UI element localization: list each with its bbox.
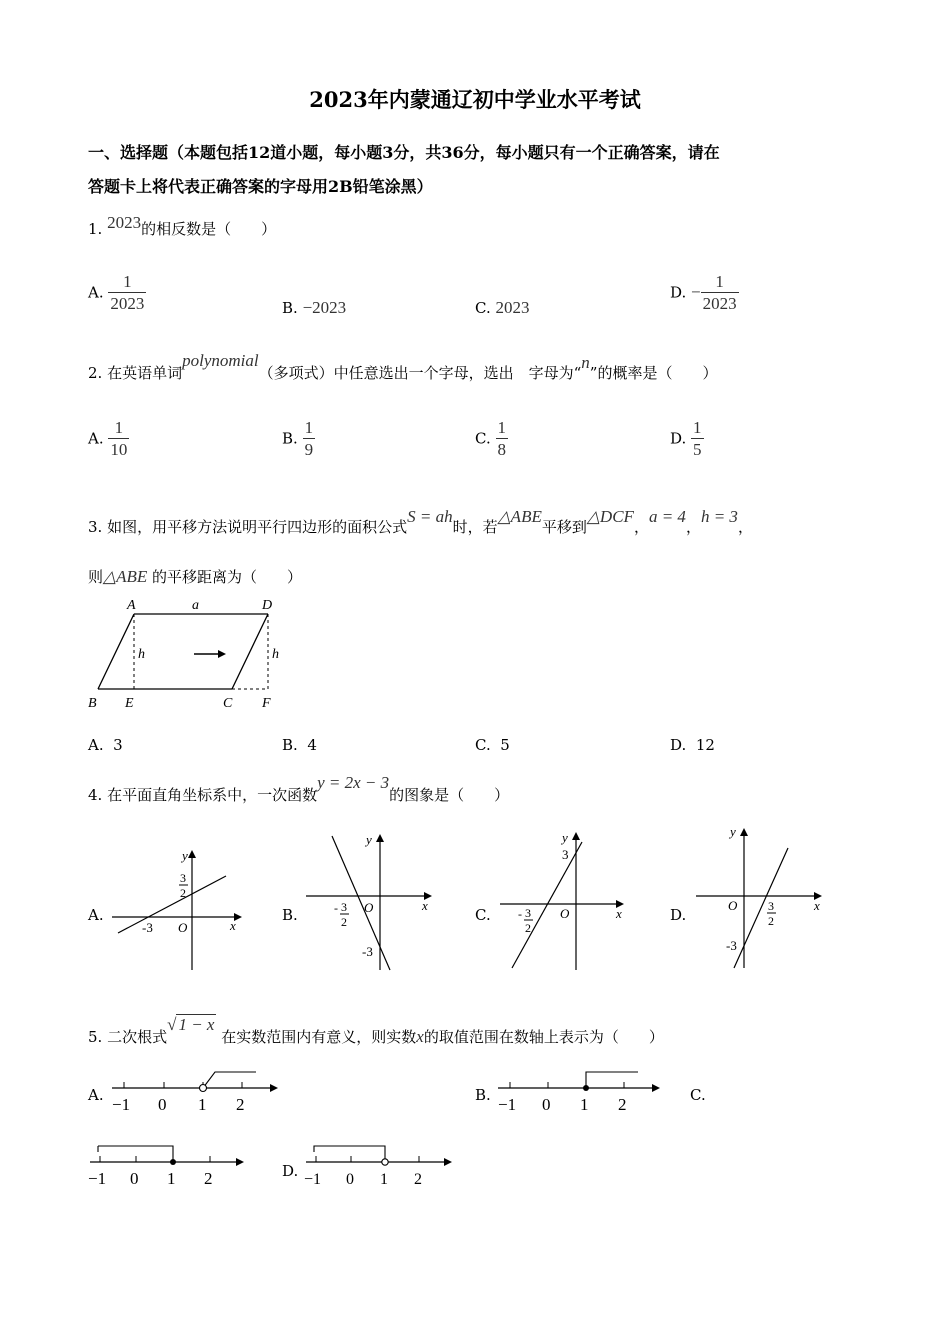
q3-text3: 平移到: [541, 518, 587, 536]
origin-label: O: [728, 898, 738, 913]
y-arrow-icon: [188, 850, 196, 858]
q2-option-d-label: D.: [670, 429, 687, 448]
q3-option-a[interactable]: [88, 736, 123, 754]
tick-three: 3: [562, 847, 569, 862]
tick-frac-num: 3: [180, 871, 186, 885]
q2-text1: 在英语单词: [107, 364, 183, 382]
fraction-num: 1: [123, 272, 132, 291]
question-3: [88, 507, 753, 537]
q2-word: polynomial: [182, 351, 259, 370]
q4-func: y = 2x − 3: [317, 773, 390, 792]
question-2: [88, 351, 718, 383]
label-e: E: [125, 696, 134, 711]
q3-formula: S = ah: [407, 507, 453, 526]
x-label: x: [422, 898, 428, 913]
y-label: y: [730, 824, 736, 839]
tick-neg3: -3: [362, 944, 373, 959]
tick-neg-sign: -: [334, 901, 338, 915]
q4-option-a-label[interactable]: A.: [88, 906, 104, 924]
q3-option-b-value: 4: [307, 736, 317, 754]
q4-option-d-label[interactable]: D.: [670, 906, 687, 924]
fraction-den: 2023: [110, 294, 145, 313]
label-a: A: [127, 598, 136, 613]
question-3-line2: [88, 566, 302, 587]
fraction-num: 1: [114, 418, 124, 437]
q4-graph-b[interactable]: [300, 828, 440, 974]
q1-option-a-label: A.: [88, 283, 104, 302]
q1-option-c-value: 2023: [495, 298, 530, 317]
tick-2: 2: [618, 1095, 627, 1114]
fraction-num: 1: [497, 418, 506, 437]
q5-numberline-d[interactable]: [302, 1142, 462, 1192]
section-heading-line1: 一、选择题（本题包括12道小题，每小题3分，共36分，每小题只有一个正确答案，请在: [88, 143, 720, 162]
tick-neg3: -3: [142, 920, 153, 935]
question-4: [88, 773, 510, 805]
q5-option-d-label[interactable]: D.: [282, 1162, 299, 1180]
range-bracket: [314, 1146, 385, 1159]
q3-option-d[interactable]: [670, 736, 715, 754]
q2-option-b-label: B.: [282, 429, 298, 448]
q1-option-d[interactable]: [670, 272, 739, 315]
tick-neg1: −1: [498, 1095, 517, 1114]
q3-h-value: h = 3: [700, 507, 738, 526]
q4-number: 4.: [88, 786, 103, 804]
q4-text2: 的图象是（ ）: [389, 786, 510, 804]
fraction-den: 2023: [702, 294, 737, 313]
closed-point: [583, 1085, 589, 1091]
tick-frac-den: 2: [341, 915, 347, 929]
q5-text1: 二次根式: [107, 1028, 168, 1046]
origin-label: O: [560, 906, 570, 921]
label-d: D: [262, 598, 273, 613]
q3-comma2: ，: [685, 518, 701, 536]
q1-option-c[interactable]: [475, 298, 530, 318]
exam-title: 2023年内蒙通辽初中学业水平考试: [309, 87, 641, 112]
q5-option-a-label[interactable]: A.: [88, 1086, 104, 1104]
q5-option-c-label[interactable]: C.: [690, 1086, 706, 1104]
tick-1: 1: [580, 1095, 589, 1114]
q2-text3: ”的概率是（ ）: [589, 364, 718, 382]
tick-neg1: −1: [304, 1171, 322, 1188]
q3-text1: 如图，用平移方法说明平行四边形的面积公式: [107, 518, 408, 536]
q5-number: 5.: [88, 1028, 103, 1046]
q1-option-c-label: C.: [475, 299, 491, 317]
label-a-side: a: [192, 598, 199, 613]
q3-number: 3.: [88, 518, 103, 536]
tick-1: 1: [380, 1171, 388, 1188]
q3-comma1: ，: [633, 518, 649, 536]
tick-neg1: −1: [88, 1169, 107, 1188]
tick-frac-den: 2: [768, 914, 774, 928]
graph-line: [512, 842, 582, 968]
q3-option-c[interactable]: [475, 736, 510, 754]
closed-point: [170, 1159, 176, 1165]
q2-letter: n: [581, 353, 590, 372]
q3-a-value: a = 4: [648, 507, 686, 526]
fraction-den: 9: [304, 440, 314, 459]
tick-0: 0: [158, 1095, 167, 1114]
label-b: B: [88, 696, 97, 711]
label-h-right: h: [272, 647, 279, 662]
q2-option-c-fraction: [496, 418, 509, 461]
q1-option-b[interactable]: [282, 298, 346, 318]
tick-neg1: −1: [112, 1095, 131, 1114]
tick-0: 0: [542, 1095, 551, 1114]
y-label: y: [366, 832, 372, 847]
q1-text: 的相反数是（ ）: [141, 220, 277, 238]
origin-label: O: [364, 900, 374, 915]
axis-arrow-icon: [444, 1158, 452, 1166]
origin-label: O: [178, 920, 188, 935]
q4-graph-d[interactable]: [690, 822, 830, 972]
q5-radicand: 1 − x: [178, 1015, 215, 1034]
edge-dc: [232, 614, 268, 689]
q4-graph-c[interactable]: [494, 828, 634, 974]
q1-option-d-sign: −: [691, 282, 701, 302]
tick-2: 2: [236, 1095, 245, 1114]
tick-frac-num: 3: [768, 899, 774, 913]
q5-option-b-label[interactable]: B.: [475, 1086, 491, 1104]
q5-var: x: [416, 1027, 424, 1046]
q3-option-b[interactable]: [282, 736, 317, 754]
section-heading: [88, 136, 878, 204]
q3-line2-tri: △ABE: [103, 567, 148, 586]
q3-option-b-label: B.: [282, 736, 298, 754]
q5-text3: 的取值范围在数轴上表示为（ ）: [423, 1028, 664, 1046]
axis-arrow-icon: [236, 1158, 244, 1166]
y-label: y: [562, 830, 568, 845]
tick-0: 0: [130, 1169, 139, 1188]
y-arrow-icon: [572, 832, 580, 840]
q1-option-d-label: D.: [670, 283, 687, 302]
q3-comma3: ，: [737, 518, 753, 536]
tick-frac-den: 2: [180, 886, 186, 900]
q3-text2: 时，若: [452, 518, 498, 536]
fraction-den: 8: [497, 440, 506, 459]
q3-option-d-label: D.: [670, 736, 687, 754]
q2-option-d[interactable]: [670, 418, 704, 461]
q3-option-c-label: C.: [475, 736, 491, 754]
graph-line: [118, 876, 226, 933]
q2-option-c[interactable]: [475, 418, 508, 461]
q3-line2-text: 的平移距离为（ ）: [152, 568, 303, 586]
tick-frac-den: 2: [525, 921, 531, 935]
tick-2: 2: [204, 1169, 213, 1188]
q1-option-a-fraction: [108, 272, 146, 315]
q2-option-a[interactable]: [88, 418, 129, 461]
x-label: x: [814, 898, 820, 913]
q1-number: 1.: [88, 220, 103, 238]
open-point: [200, 1085, 207, 1092]
tick-neg-sign: -: [518, 907, 522, 921]
x-label: x: [230, 918, 236, 933]
sqrt-icon: √: [167, 1015, 177, 1034]
range-bracket: [586, 1072, 638, 1088]
q1-option-a[interactable]: [88, 272, 146, 315]
fraction-num: 1: [715, 272, 724, 291]
label-h-left: h: [138, 647, 145, 662]
y-label: y: [182, 848, 188, 863]
q2-option-b[interactable]: [282, 418, 315, 461]
label-f: F: [262, 696, 271, 711]
open-point: [382, 1159, 388, 1165]
q4-option-c-label[interactable]: C.: [475, 906, 491, 924]
question-5: [88, 1015, 664, 1047]
x-label: x: [616, 906, 622, 921]
arrow-head-icon: [218, 650, 226, 658]
fraction-num: 1: [693, 418, 702, 437]
tick-1: 1: [167, 1169, 176, 1188]
range-bracket: [203, 1072, 256, 1088]
edge-ab: [98, 614, 134, 689]
q3-option-a-value: 3: [113, 736, 123, 754]
tick-frac-num: 3: [341, 900, 347, 914]
q3-line2-prefix: 则: [88, 568, 104, 586]
axis-arrow-icon: [652, 1084, 660, 1092]
q5-numberline-b[interactable]: [494, 1068, 674, 1118]
q4-text1: 在平面直角坐标系中，一次函数: [107, 786, 318, 804]
question-1: [88, 213, 277, 239]
q3-option-c-value: 5: [500, 736, 510, 754]
q4-graph-a[interactable]: [108, 846, 248, 974]
q3-tri1: △ABE: [497, 507, 542, 526]
q2-option-a-fraction: [108, 418, 129, 461]
tick-2: 2: [414, 1171, 422, 1188]
q2-option-d-fraction: [691, 418, 704, 461]
q2-option-b-fraction: [303, 418, 316, 461]
fraction-den: 5: [693, 440, 702, 459]
q5-radical: [167, 1015, 216, 1034]
q1-option-d-fraction: [701, 272, 739, 315]
q2-option-c-label: C.: [475, 429, 491, 448]
y-arrow-icon: [740, 828, 748, 836]
q1-expr: 2023: [107, 213, 142, 232]
q3-option-a-label: A.: [88, 736, 104, 754]
q5-text2: 在实数范围内有意义，则实数: [221, 1028, 417, 1046]
q1-option-b-value: −2023: [302, 298, 347, 317]
tick-frac-num: 3: [525, 906, 531, 920]
q3-tri2: △DCF: [586, 507, 634, 526]
tick-1: 1: [198, 1095, 207, 1114]
section-heading-line2: 答题卡上将代表正确答案的字母用2B铅笔涂黑）: [88, 177, 433, 196]
q2-number: 2.: [88, 364, 103, 382]
tick-0: 0: [346, 1171, 354, 1188]
fraction-num: 1: [304, 418, 314, 437]
parallelogram-figure: [82, 594, 292, 716]
y-arrow-icon: [376, 834, 384, 842]
q3-option-d-value: 12: [695, 736, 715, 754]
axis-arrow-icon: [270, 1084, 278, 1092]
q4-option-b-label[interactable]: B.: [282, 906, 298, 924]
tick-neg3: -3: [726, 938, 737, 953]
q2-option-a-label: A.: [88, 429, 104, 448]
label-c: C: [223, 696, 233, 711]
q5-numberline-c[interactable]: [86, 1140, 256, 1190]
graph-line: [734, 848, 788, 968]
q5-numberline-a[interactable]: [108, 1068, 288, 1118]
q2-text2: （多项式）中任意选出一个字母，选出 字母为“: [258, 364, 582, 382]
q1-option-b-label: B.: [282, 299, 298, 317]
fraction-den: 10: [110, 440, 128, 459]
